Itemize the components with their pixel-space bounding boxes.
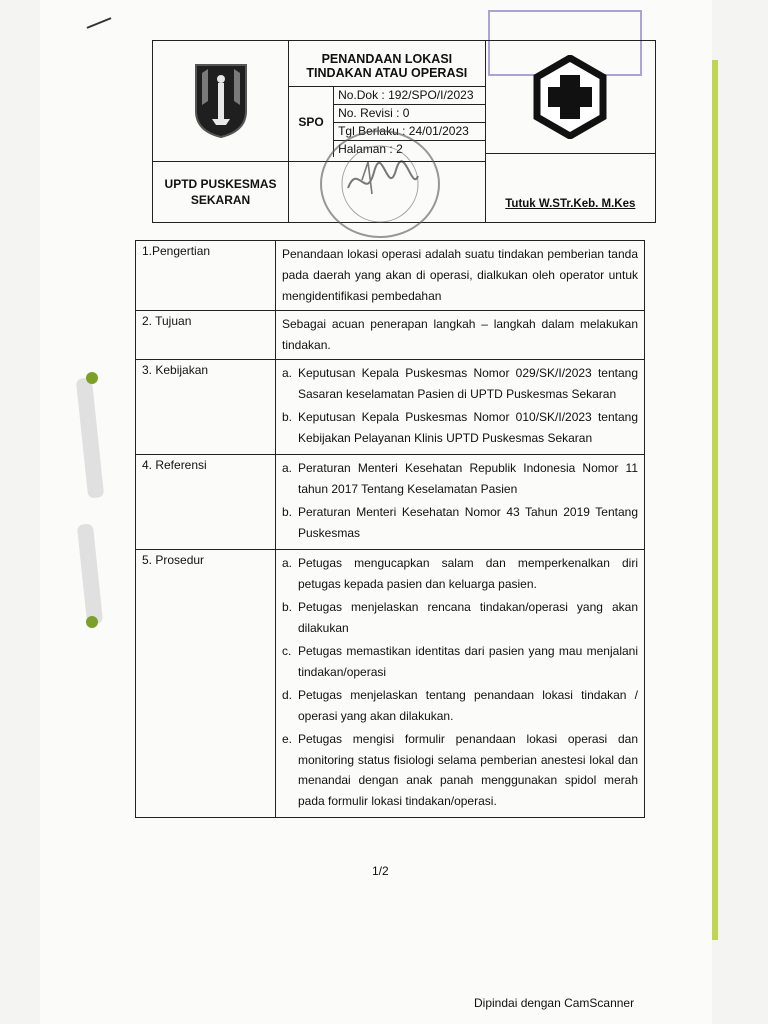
list-item: [282, 641, 638, 682]
list-marker: a.: [282, 556, 293, 570]
list-marker: b.: [282, 505, 293, 519]
list-item: [282, 502, 638, 543]
section-list-prosedur: [276, 550, 645, 818]
list-text: Peraturan Menteri Kesehatan Republik Indonesia Nomor 11 tahun 2017 Tentang Keselamatan Pasien: [298, 461, 638, 496]
list-item: [282, 458, 638, 499]
section-label-prosedur: 5. Prosedur: [136, 550, 276, 818]
list-text: Petugas memastikan identitas dari pasien yang mau menjalani tindakan/operasi: [298, 644, 638, 679]
list-marker: b.: [282, 410, 293, 424]
signature-scribble: [322, 132, 438, 236]
org-name-line2: SEKARAN: [190, 193, 251, 208]
section-list-kebijakan: [276, 360, 645, 455]
list-item: [282, 597, 638, 638]
puskesmas-logo: [533, 55, 607, 139]
binder-dot-top: [86, 372, 98, 384]
right-cell: [485, 41, 655, 223]
page-number: 1/2: [372, 864, 389, 878]
city-crest-logo: [192, 61, 250, 139]
list-item: [282, 729, 638, 811]
org-name-line1: UPTD PUSKESMAS: [164, 177, 277, 192]
page-count: Halaman : 2: [338, 141, 403, 156]
logo-cell: [153, 41, 289, 162]
section-label-tujuan: 2. Tujuan: [136, 311, 276, 360]
list-item: [282, 407, 638, 448]
list-text: Keputusan Kepala Puskesmas Nomor 010/SK/I/2023 tentang Kebijakan Pelayanan Klinis UPTD Puskesmas Sekaran: [298, 410, 638, 445]
list-text: Petugas mengisi formulir penandaan lokasi operasi dan monitoring status fisiologi selama pemberian anestesi lokal dan menandai dengan anak panah menggunakan spidol merah pada formulir lokasi tindakan/operasi.: [298, 732, 638, 808]
page-edge-shadow: [712, 60, 718, 940]
list-item: [282, 363, 638, 404]
list-text: Petugas menjelaskan rencana tindakan/operasi yang akan dilakukan: [298, 600, 638, 635]
list-text: Petugas menjelaskan tentang penandaan lokasi tindakan / operasi yang akan dilakukan.: [298, 688, 638, 723]
list-marker: a.: [282, 461, 293, 475]
doc-title-line1: PENANDAAN LOKASI: [321, 51, 453, 66]
list-text: Keputusan Kepala Puskesmas Nomor 029/SK/I/2023 tentang Sasaran keselamatan Pasien di UPTD Puskesmas Sekaran: [298, 366, 638, 401]
section-text-tujuan: Sebagai acuan penerapan langkah – langkah dalam melakukan tindakan.: [276, 311, 645, 360]
organization-cell: [153, 162, 289, 223]
list-item: [282, 553, 638, 594]
sop-content-table: [135, 240, 645, 818]
effective-date: Tgl Berlaku : 24/01/2023: [334, 123, 485, 141]
official-seal-stamp: [320, 130, 440, 238]
section-label-pengertian: 1.Pengertian: [136, 241, 276, 311]
list-marker: a.: [282, 366, 293, 380]
section-label-kebijakan: 3. Kebijakan: [136, 360, 276, 455]
spo-label: SPO: [289, 87, 334, 157]
list-text: Peraturan Menteri Kesehatan Nomor 43 Tahun 2019 Tentang Puskesmas: [298, 505, 638, 540]
list-item: [282, 685, 638, 726]
list-marker: c.: [282, 644, 292, 658]
binder-dot-bottom: [86, 616, 98, 628]
list-marker: b.: [282, 600, 293, 614]
signatory-name: Tutuk W.STr.Keb. M.Kes: [505, 198, 636, 210]
list-text: Petugas mengucapkan salam dan memperkenalkan diri petugas kepada pasien dan keluarga pasien.: [298, 556, 638, 591]
scanner-watermark: Dipindai dengan CamScanner: [474, 996, 635, 1010]
doc-title-line2: TINDAKAN ATAU OPERASI: [306, 65, 468, 80]
section-label-referensi: 4. Referensi: [136, 455, 276, 550]
list-marker: d.: [282, 688, 293, 702]
list-marker: e.: [282, 732, 293, 746]
revision-number: No. Revisi : 0: [334, 105, 485, 123]
section-text-pengertian: Penandaan lokasi operasi adalah suatu tindakan pemberian tanda pada daerah yang akan di operasi, dialkukan oleh operator untuk mengidentifikasi pembedahan: [276, 241, 645, 311]
doc-number: No.Dok : 192/SPO/I/2023: [334, 87, 485, 105]
section-list-referensi: [276, 455, 645, 550]
